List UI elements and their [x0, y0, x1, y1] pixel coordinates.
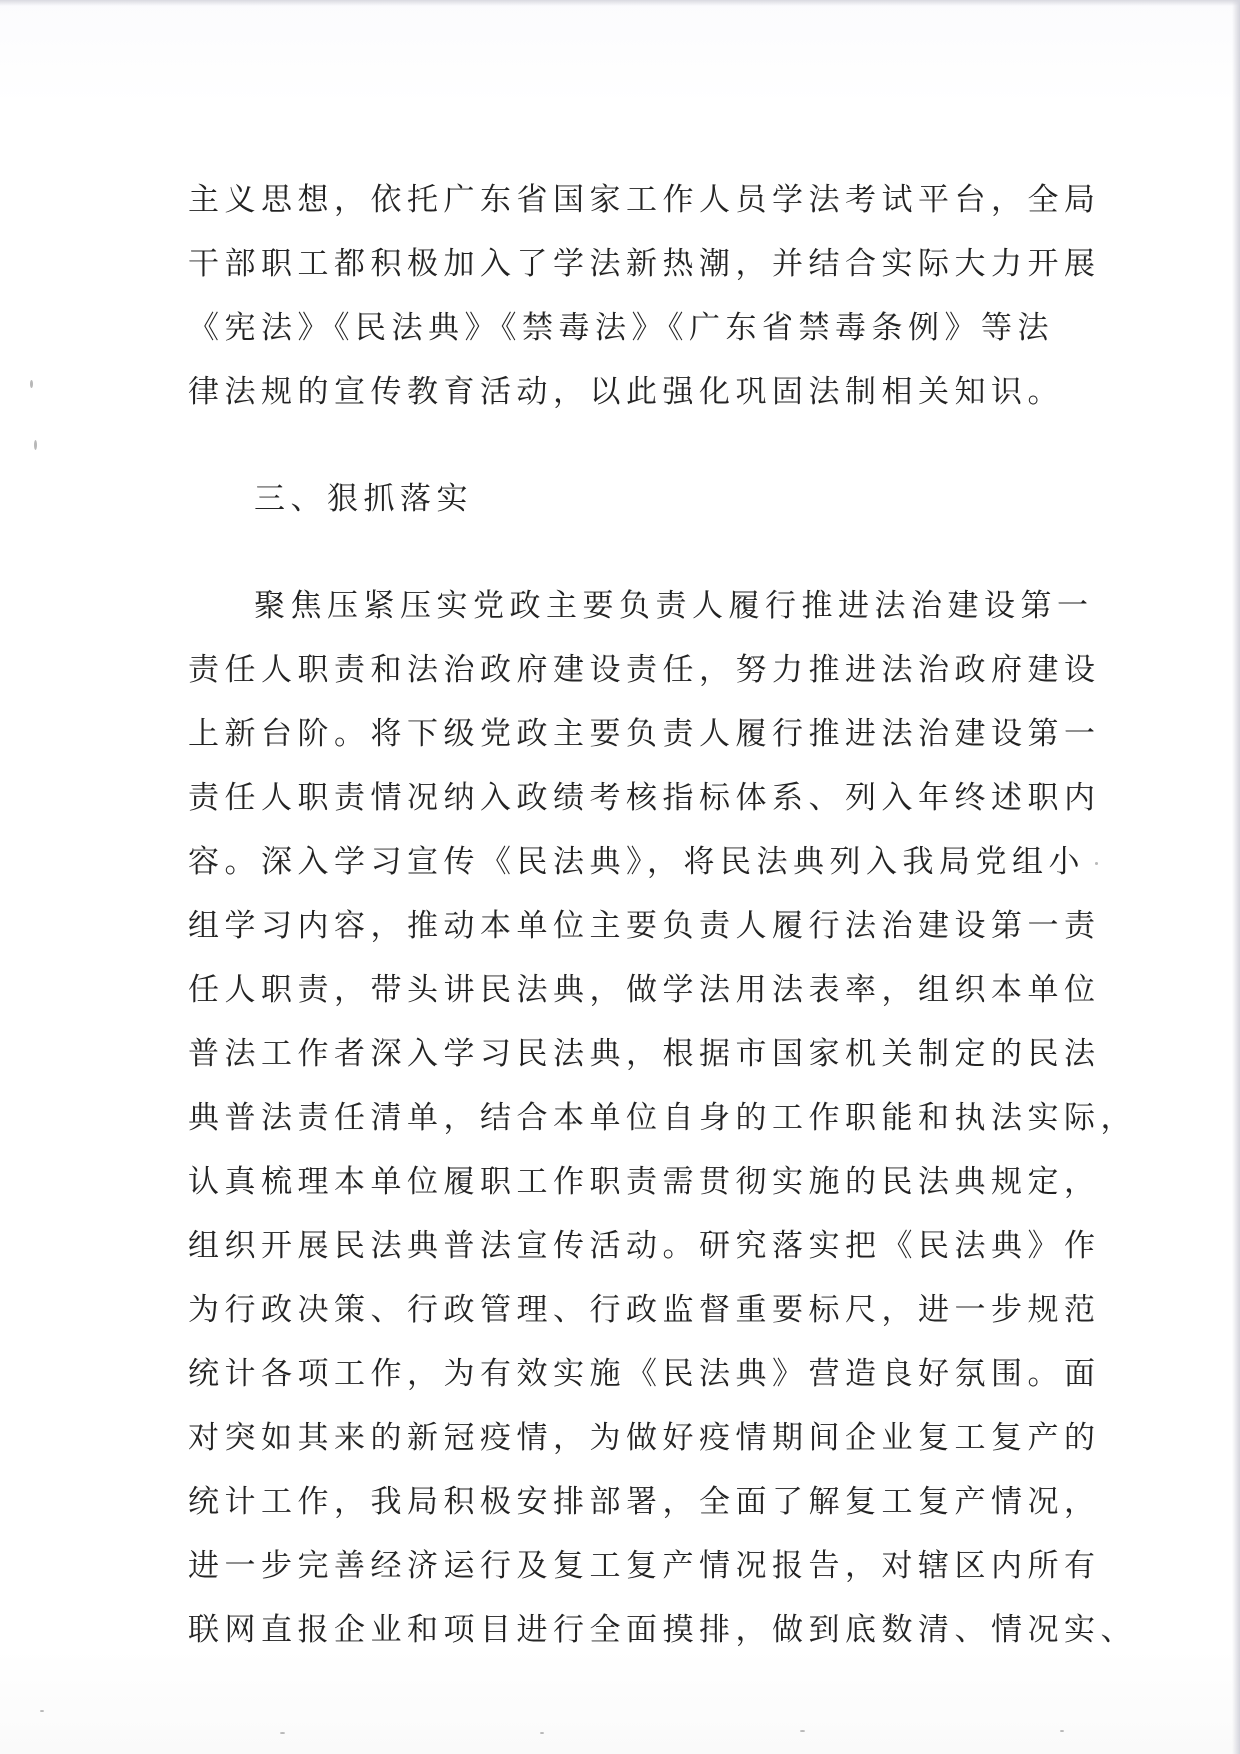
- text-line: 为行政决策、行政管理、行政监督重要标尺，进一步规范: [188, 1292, 1101, 1328]
- scan-edge-top: [0, 0, 1240, 6]
- scan-speck: [34, 440, 37, 450]
- text-line: 上新台阶。将下级党政主要负责人履行推进法治建设第一: [188, 716, 1101, 752]
- scan-speck: [30, 380, 33, 388]
- text-line: 容。深入学习宣传《民法典》，将民法典列入我局党组小: [188, 844, 1085, 880]
- text-line: 进一步完善经济运行及复工复产情况报告，对辖区内所有: [188, 1548, 1101, 1584]
- text-line: 联网直报企业和项目进行全面摸排，做到底数清、情况实、: [188, 1612, 1137, 1648]
- text-line: 责任人职责和法治政府建设责任，努力推进法治政府建设: [188, 652, 1101, 688]
- text-line: 责任人职责情况纳入政绩考核指标体系、列入年终述职内: [188, 780, 1101, 816]
- text-line: 干部职工都积极加入了学法新热潮，并结合实际大力开展: [188, 246, 1101, 282]
- scan-speck: [800, 1730, 805, 1732]
- text-line: 组织开展民法典普法宣传活动。研究落实把《民法典》作: [188, 1228, 1101, 1264]
- scan-speck: [40, 1710, 44, 1712]
- text-line: 《宪法》《民法典》《禁毒法》《广东省禁毒条例》等法: [188, 310, 1054, 346]
- scan-speck: [1060, 1730, 1064, 1732]
- text-line: 统计工作，我局积极安排部署，全面了解复工复产情况，: [188, 1484, 1101, 1520]
- scan-speck: [540, 1732, 544, 1734]
- scan-speck: [280, 1732, 285, 1734]
- section-heading: 三、狠抓落实: [254, 481, 473, 517]
- scan-edge-right: [1232, 0, 1240, 1754]
- text-line: 认真梳理本单位履职工作职责需贯彻实施的民法典规定，: [188, 1164, 1101, 1200]
- text-line: 普法工作者深入学习民法典，根据市国家机关制定的民法: [188, 1036, 1101, 1072]
- text-line: 聚焦压紧压实党政主要负责人履行推进法治建设第一: [254, 588, 1094, 624]
- text-line: 律法规的宣传教育活动，以此强化巩固法制相关知识。: [188, 374, 1064, 410]
- text-line: 典普法责任清单，结合本单位自身的工作职能和执法实际，: [188, 1100, 1137, 1136]
- text-line: 统计各项工作，为有效实施《民法典》营造良好氛围。面: [188, 1356, 1101, 1392]
- text-line: 主义思想，依托广东省国家工作人员学法考试平台，全局: [188, 182, 1101, 218]
- text-line: 对突如其来的新冠疫情，为做好疫情期间企业复工复产的: [188, 1420, 1101, 1456]
- scan-speck: [1095, 862, 1098, 865]
- body-text: [188, 168, 1137, 1662]
- text-line: 任人职责，带头讲民法典，做学法用法表率，组织本单位: [188, 972, 1101, 1008]
- text-line: 组学习内容，推动本单位主要负责人履行法治建设第一责: [188, 908, 1101, 944]
